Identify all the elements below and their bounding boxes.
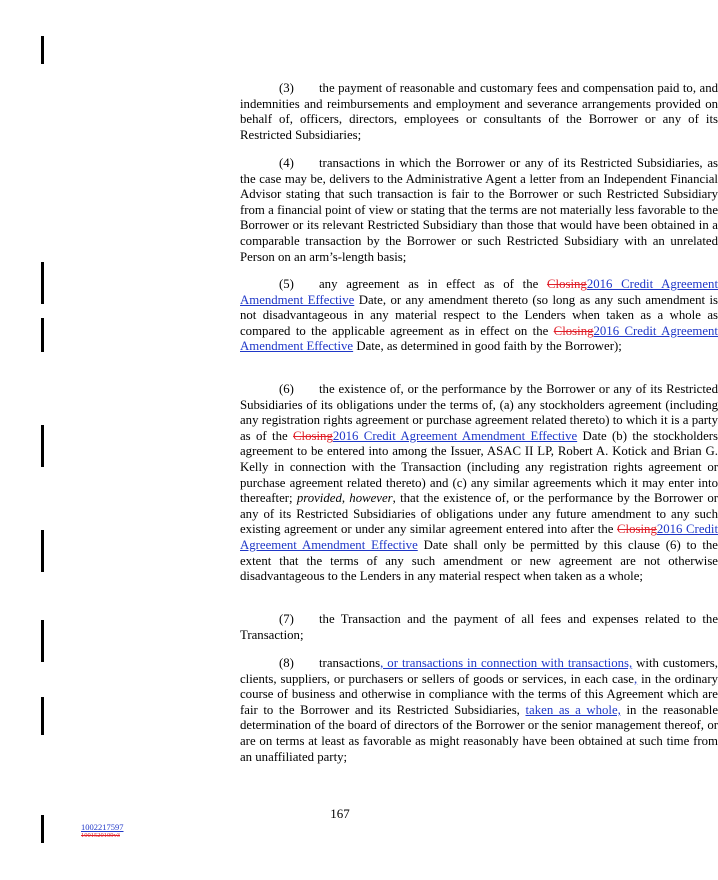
deleted-text: Closing <box>553 323 594 338</box>
change-bar <box>41 620 44 662</box>
text-run: transactions in which the Borrower or any of its Restricted Subsidiaries, as the case may be, delivers to the Administrative Agent a letter from an Independent Financial Advisor stating that such transaction is fair to the Borrower or such Restricted Subsidiary from a financial point of view or stating that the terms are not materially less favorable to the Borrower or its relevant Restricted Subsidiary than those that would have been obtained in a comparable transaction by the Borrower or such Restricted Subsidiary with an unrelated Person on an arm’s-length basis; <box>240 156 718 264</box>
italic-text: provided <box>296 491 342 506</box>
text-run: in the reasonable determination of the board of directors of the Borrower or the senior management thereof, or are on terms at least as favorable as might reasonably have been obtained at such time from an unaffiliated party; <box>240 702 718 764</box>
italic-text: however <box>349 491 393 506</box>
text-run: , <box>341 491 350 506</box>
paragraph-4 <box>240 156 718 265</box>
text-run: , that the existence of, or the performance by the Borrower or any of its Restricted Subsidiaries of obligations under any future amendment to any such existing agreement or under any similar agreement entered into after the <box>240 491 718 537</box>
deleted-text: Closing <box>617 522 657 537</box>
page-number: 167 <box>330 806 350 821</box>
inserted-text: taken as a whole, <box>525 702 621 717</box>
change-bar <box>41 530 44 572</box>
document-id-old: 1001520109v3 <box>81 832 120 839</box>
change-bar <box>41 262 44 304</box>
text-run: the payment of reasonable and customary fees and compensation paid to, and indemnities and reimbursements and employment and severance arrangements provided on behalf of, officers, directors, employees or consultants of the Borrower or any of its Restricted Subsidiaries; <box>240 81 718 142</box>
inserted-text: 2016 Credit Agreement Amendment Effective <box>240 277 718 307</box>
text-run: Date shall only be permitted by this clause (6) to the extent that the terms of any such amendment or new agreement are not otherwise disadvantageous to the Lenders in any material respect when taken as a whole; <box>240 537 718 584</box>
paragraph-3 <box>240 81 718 143</box>
text-run: Date (b) the stockholders agreement to be entered into among the Issuer, ASAC II LP, Robert A. Kotick and Brian G. Kelly in connection with the Transaction (including any registration rights agreement or purchase agreement related thereto) and (c) any similar agreements which it may enter into thereafter; <box>240 428 718 506</box>
inserted-text: 2016 Credit Agreement Amendment Effective <box>240 522 718 552</box>
paragraph-7 <box>240 612 718 643</box>
inserted-text: 2016 Credit Agreement Amendment Effective <box>240 323 718 354</box>
text-run: any agreement as in effect as of the <box>319 277 547 291</box>
paragraph-number: (8) <box>279 656 294 670</box>
text-run: the Transaction and the payment of all fees and expenses related to the Transaction; <box>240 612 718 642</box>
paragraph-6 <box>240 382 718 585</box>
change-bar <box>41 697 44 735</box>
text-run: the existence of, or the performance by the Borrower or any of its Restricted Subsidiaries of its obligations under the terms of, (a) any stockholders agreement (including any registration rights agreement or purchase agreement related thereto) to which it is a party as of the <box>240 382 718 443</box>
inserted-text: 2016 Credit Agreement Amendment Effective <box>332 428 578 443</box>
inserted-text: , or transactions in connection with transactions, <box>380 656 633 670</box>
paragraph-8 <box>240 656 718 765</box>
paragraph-number: (3) <box>279 81 294 95</box>
paragraph-number: (7) <box>279 612 294 626</box>
text-run: Date, or any amendment thereto (so long as any such amendment is not disadvantageous in any material respect to the Lenders when taken as a whole as compared to the applicable agreement as in effect on the <box>240 292 718 338</box>
change-bar <box>41 318 44 352</box>
inserted-text: , <box>633 671 638 686</box>
change-bar <box>41 425 44 467</box>
text-run: with customers, clients, suppliers, or purchasers or sellers of goods or services, in each case <box>240 656 718 686</box>
text-run: transactions <box>319 656 381 670</box>
deleted-text: Closing <box>293 428 333 443</box>
paragraph-number: (4) <box>279 156 294 170</box>
text-run: Date, as determined in good faith by the Borrower); <box>353 339 622 354</box>
document-id-new: 1002217597 <box>81 822 124 832</box>
text-run: in the ordinary course of business and otherwise in compliance with the terms of this Agreement which are fair to the Borrower and its Restricted Subsidiaries, <box>240 671 718 717</box>
paragraph-number: (6) <box>279 382 294 396</box>
paragraph-number: (5) <box>279 277 294 291</box>
deleted-text: Closing <box>547 277 587 291</box>
change-bar <box>41 36 44 64</box>
paragraph-5 <box>240 277 718 355</box>
